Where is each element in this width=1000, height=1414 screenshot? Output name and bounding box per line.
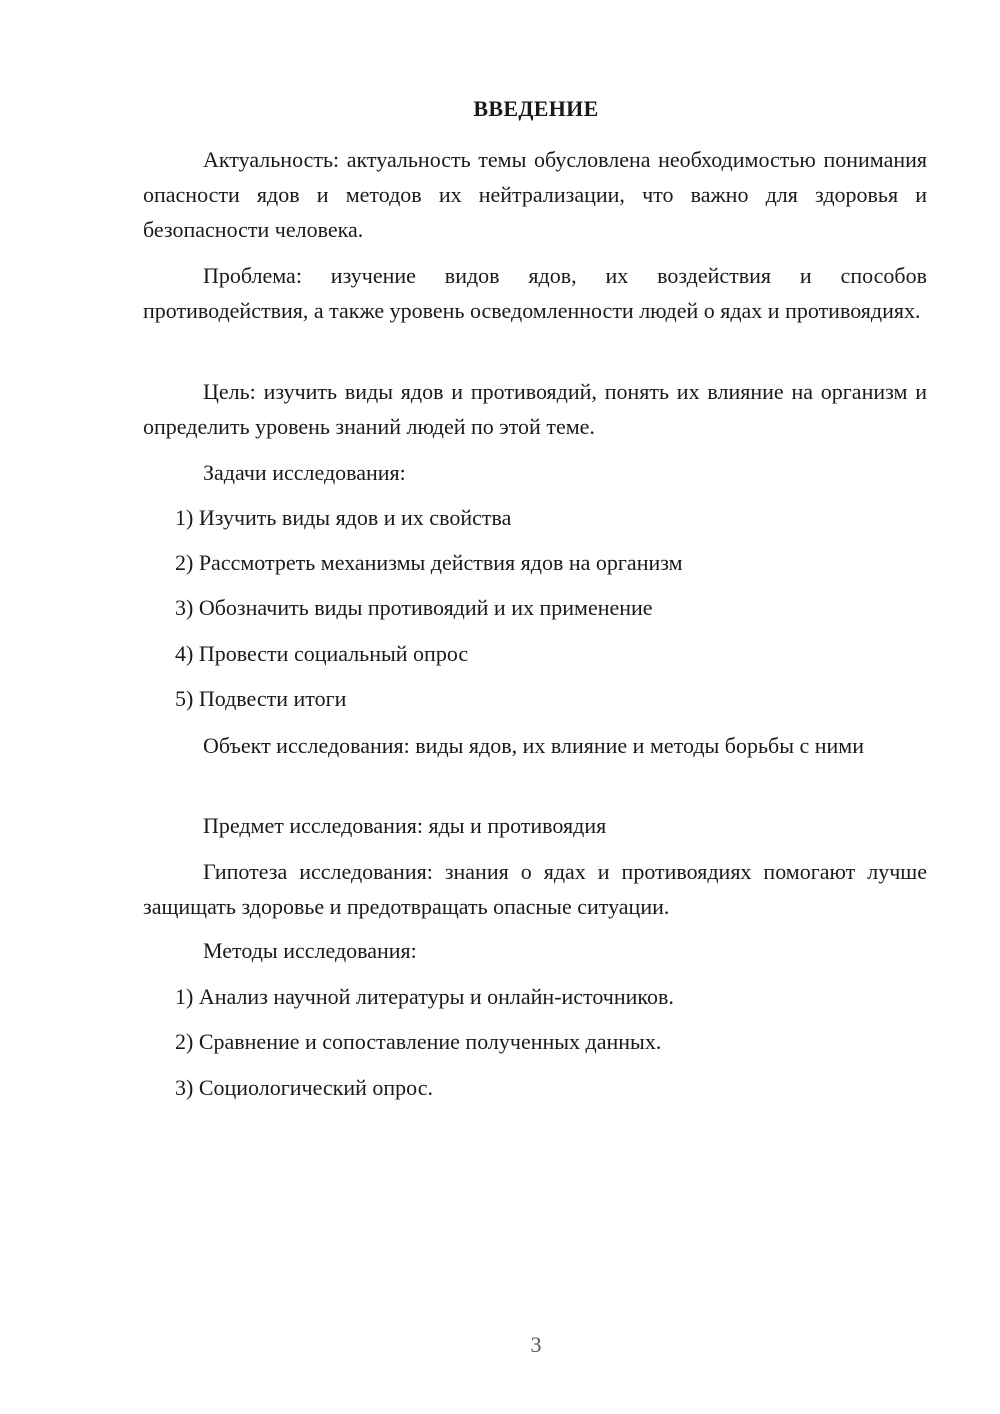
hypothesis-paragraph: Гипотеза исследования: знания о ядах и противоядиях помогают лучше защищать здоровье и предотвращать опасные ситуации.	[143, 859, 927, 919]
list-item: 5) Подвести итоги	[175, 686, 347, 711]
problem-paragraph: Проблема: изучение видов ядов, их воздействия и способов противодействия, а также уровень осведомленности людей о ядах и противоядиях.	[143, 263, 927, 323]
relevance-paragraph: Актуальность: актуальность темы обусловлена необходимостью понимания опасности ядов и методов их нейтрализации, что важно для здоровья и безопасности человека.	[143, 147, 927, 242]
subject-paragraph: Предмет исследования: яды и противоядия	[203, 813, 607, 838]
methods-label: Методы исследования:	[203, 938, 417, 963]
list-item: 2) Рассмотреть механизмы действия ядов на организм	[175, 550, 683, 575]
object-paragraph: Объект исследования: виды ядов, их влияние и методы борьбы с ними	[203, 733, 864, 758]
list-item: 4) Провести социальный опрос	[175, 641, 469, 666]
list-item: 1) Изучить виды ядов и их свойства	[175, 505, 512, 530]
goal-paragraph: Цель: изучить виды ядов и противоядий, понять их влияние на организм и определить уровень знаний людей по этой теме.	[143, 379, 927, 439]
list-item: 3) Обозначить виды противоядий и их применение	[175, 595, 653, 620]
list-item: 2) Сравнение и сопоставление полученных данных.	[175, 1029, 662, 1054]
page-number: 3	[530, 1332, 542, 1357]
tasks-label: Задачи исследования:	[203, 460, 406, 485]
list-item: 1) Анализ научной литературы и онлайн-источников.	[175, 984, 674, 1009]
list-item: 3) Социологический опрос.	[175, 1075, 433, 1100]
section-heading: ВВЕДЕНИЕ	[473, 96, 599, 121]
